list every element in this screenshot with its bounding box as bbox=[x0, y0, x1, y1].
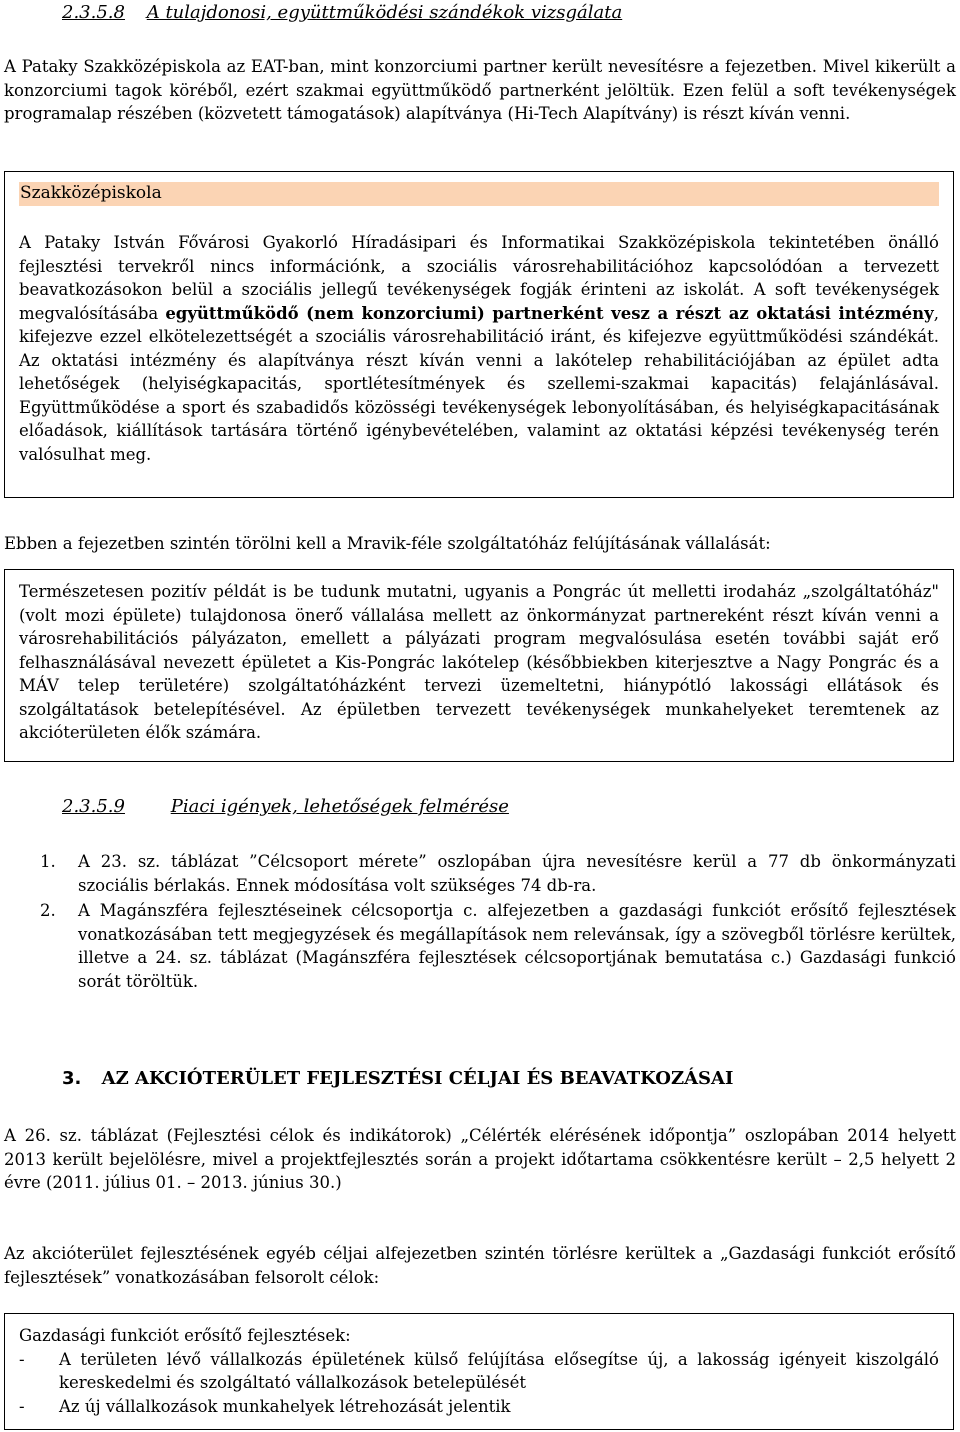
chapter-paragraph-1: A 26. sz. táblázat (Fejlesztési célok és indikátorok) „Célérték elérésének időpontja” oszlopában 2014 helyett 2013 került bejelölésre, mivel a projektfejlesztés során a projekt időtartama csökkentésre került – 2,5 helyett 2 évre (2011. július 01. – 2013. június 30.) bbox=[4, 1126, 956, 1192]
section-number: 2.3.5.9 bbox=[62, 796, 125, 817]
economic-goals-box bbox=[4, 1313, 954, 1430]
box-heading: Gazdasági funkciót erősítő fejlesztések: bbox=[19, 1326, 351, 1345]
section-title: A tulajdonosi, együttműködési szándékok vizsgálata bbox=[146, 2, 623, 23]
chapter-heading bbox=[62, 1068, 733, 1089]
section-heading-2-3-5-9 bbox=[62, 796, 509, 817]
service-house-paragraph: Természetesen pozitív példát is be tudunk mutatni, ugyanis a Pongrác út melletti irodaház „szolgáltatóház" (volt mozi épülete) tulajdonosa önerő vállalása mellett az önkormányzat partnereként részt kíván venni a városrehabilitációs pályázaton, emellett a pályázati program megvalósulása esetén további saját erő felhasználásával nevezett épületet a Kis-Pongrác lakótelep (későbbiekben kiterjesztve a Nagy Pongrác és a MÁV telep területére) szolgáltatóházként tervezi üzemeltetni, hiánypótló lakossági ellátások és szolgáltatások betelepítésével. Az épületben tervezett tevékenységek munkahelyeket teremtenek az akcióterületen élők számára. bbox=[19, 582, 939, 742]
box-heading-bar bbox=[19, 182, 939, 206]
list-item bbox=[19, 1348, 939, 1395]
intro-paragraph: A Pataky Szakközépiskola az EAT-ban, mint konzorciumi partner került nevesítésre a fejezetben. Mivel kikerült a konzorciumi tagok köréből, ezért szakmai együttműködő partnerként jelöltük. Ezen felül a soft tevékenységek programalap részében (közvetett támogatások) alapítványa (Hi-Tech Alapítvány) is részt kíván venni. bbox=[4, 57, 956, 123]
list-item-number: 1. bbox=[40, 852, 56, 871]
section-title: Piaci igények, lehetőségek felmérése bbox=[170, 796, 509, 817]
service-house-box bbox=[4, 569, 954, 762]
economic-goals-content bbox=[19, 1324, 939, 1418]
delete-note: Ebben a fejezetben szintén törölni kell a Mravik-féle szolgáltatóház felújításának vállalását: bbox=[4, 534, 771, 553]
chapter-number: 3. bbox=[62, 1068, 82, 1089]
list-item-text: A területen lévő vállalkozás épületének külső felújítása elősegítse új, a lakosság igényeit kiszolgáló kereskedelmi és szolgáltató vállalkozások betelepülését bbox=[59, 1349, 939, 1392]
chapter-paragraph-2: Az akcióterület fejlesztésének egyéb céljai alfejezetben szintén törlésre kerültek a „Gazdasági funkciót erősítő fejlesztések” vonatkozásában felsorolt célok: bbox=[4, 1244, 956, 1287]
list-bullet: - bbox=[19, 1349, 25, 1369]
list-item-number: 2. bbox=[40, 901, 56, 920]
list-item bbox=[19, 1395, 939, 1419]
list-item bbox=[40, 850, 956, 897]
school-paragraph bbox=[19, 231, 939, 466]
list-bullet: - bbox=[19, 1396, 25, 1416]
section-heading-2-3-5-8 bbox=[62, 2, 622, 23]
school-text-1: A Pataky István Fővárosi Gyakorló Híradásipari és Informatikai Szakközépiskola tekintetében önálló fejlesztési tervekről nincs információnk, a szociális városrehabilitációhoz kapcsolódóan a tervezett beavatkozásokon belül a szociális jellegű tevékenységek fogják érinteni az iskolát. A soft tevékenységek megvalósításába bbox=[19, 233, 939, 323]
list-item bbox=[40, 899, 956, 993]
school-box bbox=[4, 171, 954, 498]
school-bold-text: együttműködő (nem konzorciumi) partnerként vesz a részt az oktatási intézmény bbox=[165, 303, 934, 323]
box-heading: Szakközépiskola bbox=[20, 183, 162, 203]
list-item-text: A 23. sz. táblázat ”Célcsoport mérete” oszlopában újra nevesítésre kerül a 77 db önkormányzati szociális bérlakás. Ennek módosítása volt szükséges 74 db-ra. bbox=[78, 852, 956, 895]
list-item-text: A Magánszféra fejlesztéseinek célcsoportja c. alfejezetben a gazdasági funkciót erősítő fejlesztések vonatkozásában tett megjegyzések és megállapítások nem relevánsak, így a szövegből törlésre kerültek, illetve a 24. sz. táblázat (Magánszféra fejlesztések célcsoportjának bemutatása c.) Gazdasági funkció sorát töröltük. bbox=[78, 901, 956, 991]
section-number: 2.3.5.8 bbox=[62, 2, 125, 23]
list-item-text: Az új vállalkozások munkahelyek létrehozását jelentik bbox=[59, 1396, 511, 1416]
chapter-title: AZ AKCIÓTERÜLET FEJLESZTÉSI CÉLJAI ÉS BEAVATKOZÁSAI bbox=[101, 1068, 734, 1089]
school-text-2: , kifejezve ezzel elkötelezettségét a szociális városrehabilitáció iránt, és kifejezve együttműködési szándékát. Az oktatási intézmény és alapítványa részt kíván venni a lakótelep rehabilitációjában az épület adta lehetőségek (helyiségkapacitás, sportlétesítmények és szellemi-szakmai kapacitás) felajánlásával. Együttműködése a sport és szabadidős közösségi tevékenységek lebonyolításában, és helyiségkapacitásának előadások, kiállítások tartására történő igénybevételében, valamint az oktatási képzési tevékenység terén valósulhat meg. bbox=[19, 303, 939, 464]
